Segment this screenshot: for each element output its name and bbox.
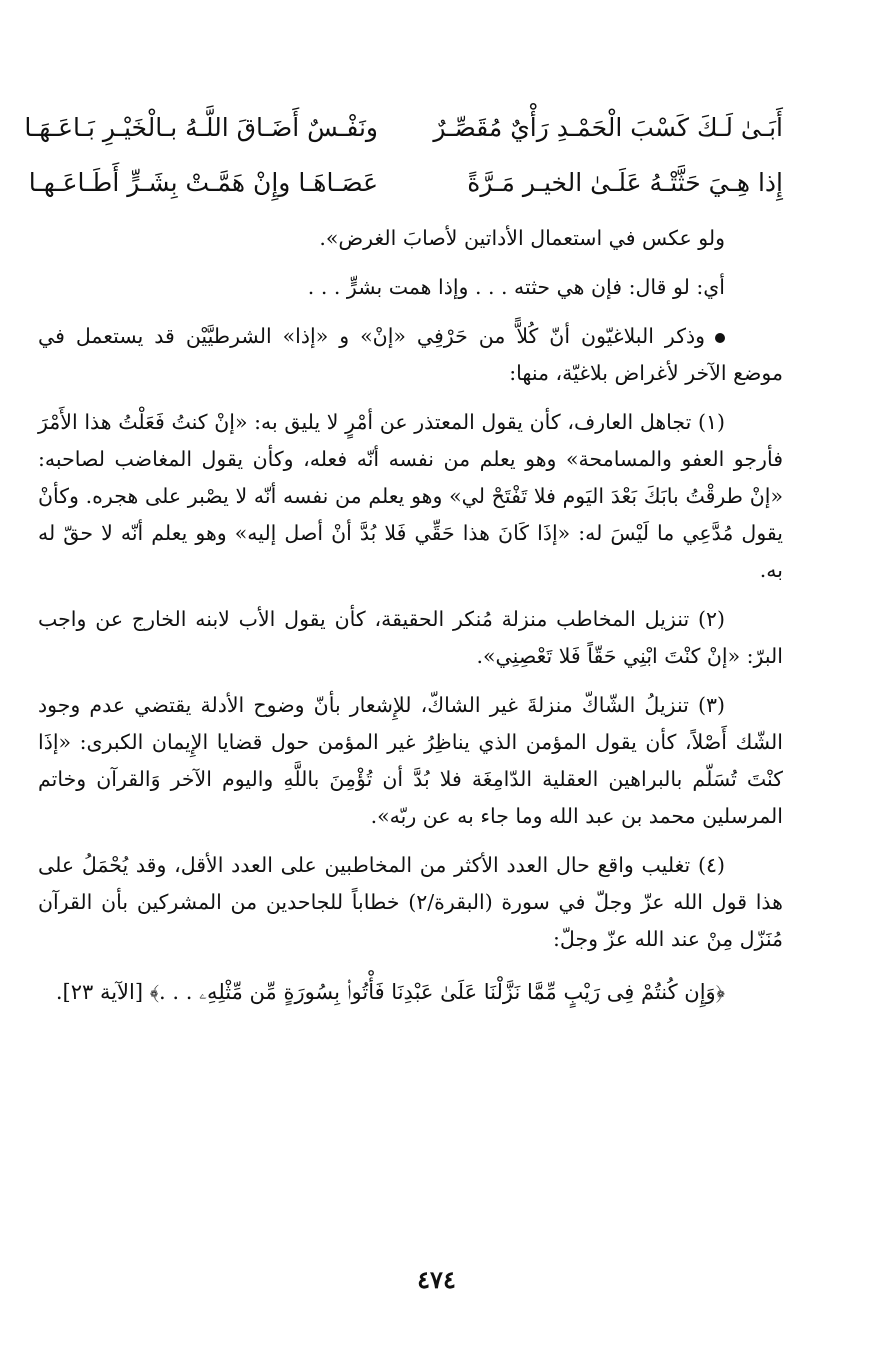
verse-1-first-hemistich: أَبَـىٰ لَـكَ كَسْبَ الْحَمْـدِ رَأْيٌ مُقَصِّـرٌ [433,113,783,142]
paragraph-bullet-text: وذكر البلاغيّون أنّ كُلاًّ من حَرْفِي «إنْ» و «إذا» الشرطيَّيْن قد يستعمل في موضع الآخر لأغراض بلاغيّة، منها: [38,324,783,385]
book-page [24,100,783,1012]
poetry-verse-1 [24,100,783,155]
verse-1-second-hemistich: ونَفْـسٌ أَضَـاقَ اللَّـهُ بـالْخَيْـرِ بَـاعَـهَـا [24,113,378,142]
paragraph-point-4: (٤) تغليب واقع حال العدد الأكثر من المخاطبين على العدد الأقل، وقد يُحْمَلُ على هذا قول الله عزّ وجلّ في سورة (البقرة/٢) خطاباً للجاحدين من المشركين بأن القرآن مُنَزّل مِنْ عند الله عزّ وجلّ: [38,853,783,951]
verse-2-first-hemistich: إِذا هِـيَ حَثَّتْـهُ عَلَـىٰ الخيـر مَـرَّةً [467,168,783,197]
poetry-verse-2 [28,155,783,210]
paragraph-point-2: (٢) تنزيل المخاطب منزلة مُنكر الحقيقة، كأن يقول الأب لابنه الخارج عن واجب البرّ: «إنْ كنْتَ ابْنِي حَقّاً فَلا تَعْصِنِي». [38,607,783,668]
paragraph-bullet [38,318,783,392]
paragraph-commentary: ولو عكس في استعمال الأداتين لأصابَ الغرض». [319,226,725,250]
paragraph-point-3: (٣) تنزيلُ الشّاكّ منزلةَ غير الشاكّ، للإِشعار بأنّ وضوح الأدلة يقتضي عدم وجود الشّك أَصْلاً، كأن يقول المؤمن الذي يناظِرُ غير المؤمن حول قضايا الإِيمان الكبرى: «إذَا كنْتَ تُسَلّم بالبراهين العقلية الدّامِغَة فلا بُدَّ أن تُؤْمِنَ باللَّهِ واليوم الآخر وَالقرآن وخاتم المرسلين محمد بن عبد الله وما جاء به عن ربّه». [38,693,783,828]
bullet-icon [715,333,725,343]
paragraph-explanation: أي: لو قال: فإن هي حثته . . . وإذا همت بشرٍّ . . . [307,275,725,299]
quran-verse: ﴿وَإِن كُنتُمْ فِى رَيْبٍ مِّمَّا نَزَّلْنَا عَلَىٰ عَبْدِنَا فَأْتُوا۟ بِسُورَةٍ مِّن مِّثْلِهِۦ . . .﴾ [الآية ٢٣]. [55,980,725,1004]
verse-2-second-hemistich: عَصَـاهَـا وإِنْ هَمَّـتْ بِشَـرٍّ أَطَـاعَـهـا [28,168,378,197]
paragraph-point-1: (١) تجاهل العارف، كأن يقول المعتذر عن أمْرٍ لا يليق به: «إنْ كنتُ فَعَلْتُ هذا الأَمْرَ فأرجو العفو والمسامحة» وهو يعلم من نفسه أنّه فعله، وكأن يقول المغاضب لصاحبه: «إنْ طرقْتُ بابَكَ بَعْدَ اليَوم فلا تَفْتَحْ لي» وهو يعلم من نفسه أنّه لا يصْبر على هجره. وكأنْ يقول مُدَّعِي ما لَيْسَ له: «إذَا كَانَ هذا حَقِّي فَلا بُدَّ أنْ أصل إليه» وهو يعلم أنّه لا حقّ له به. [38,410,783,582]
page-number: ٤٧٤ [417,1265,456,1294]
